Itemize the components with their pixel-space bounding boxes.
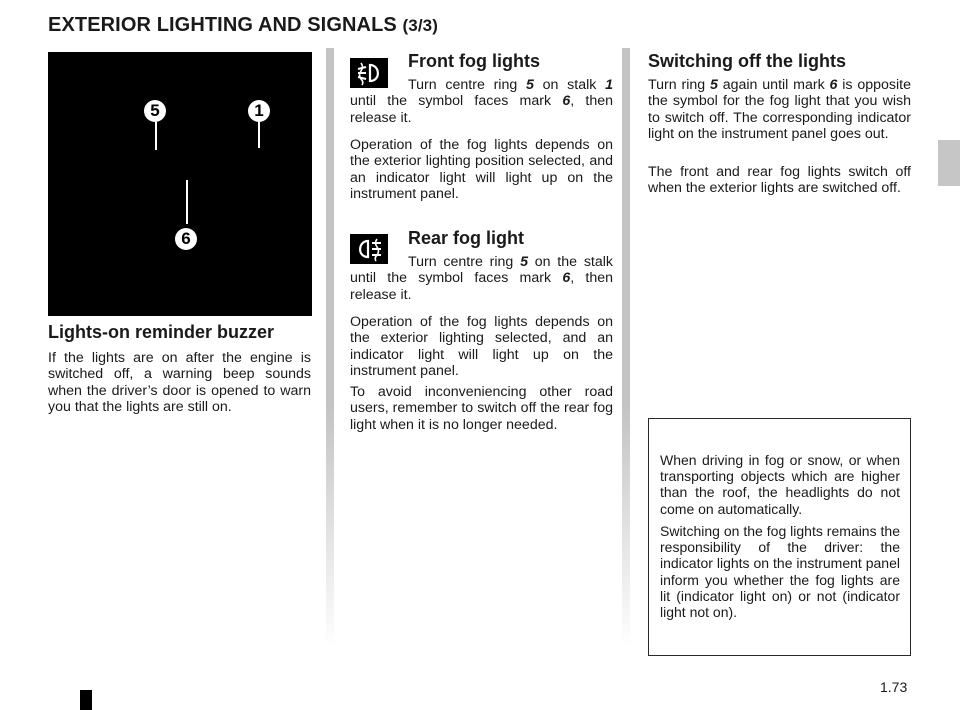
- text-run: Turn ring: [648, 77, 710, 93]
- safety-note-box: [648, 418, 911, 656]
- section-heading-front-fog: Front fog lights: [408, 51, 540, 71]
- ref-number: 5: [526, 77, 534, 93]
- front-fog-operation-text: Operation of the fog lights depends on the exterior lighting position selected, and an indicator light will light up on the instrument panel.: [350, 137, 613, 203]
- page-title: [48, 14, 438, 37]
- ref-number: 5: [710, 77, 718, 93]
- page-title-suffix: (3/3): [402, 16, 438, 35]
- rear-fog-operation-text: Operation of the fog lights depends on the exterior lighting selected, and an indicator light will light up on the instrument panel.: [350, 314, 613, 380]
- section-heading-reminder-buzzer: Lights-on reminder buzzer: [48, 322, 275, 342]
- switching-off-auto-text: The front and rear fog lights switch off when the exterior lights are switched off.: [648, 164, 911, 197]
- page-corner-mark: [80, 690, 92, 710]
- column-divider-left: [326, 48, 334, 648]
- callout-leader-line: [258, 122, 260, 148]
- note-paragraph-automatic: When driving in fog or snow, or when transporting objects which are higher than the roof, the headlights do not come on automatically.: [660, 452, 900, 517]
- stalk-figure: [48, 52, 312, 316]
- text-run: , then release it.: [350, 93, 613, 126]
- column-divider-right: [622, 48, 630, 648]
- text-run: again until mark: [717, 77, 830, 93]
- text-run: is opposite the symbol for the fog light that you wish to switch off. The corresponding indicator light on the instrument panel goes out.: [648, 77, 911, 143]
- section-heading-rear-fog: Rear fog light: [408, 228, 524, 248]
- ref-number: 5: [520, 254, 528, 270]
- callout-marker: 6: [175, 228, 197, 250]
- ref-number: 6: [562, 270, 571, 287]
- ref-number: 1: [605, 77, 613, 93]
- switching-off-instructions: [648, 77, 911, 143]
- rear-fog-instructions: [350, 254, 613, 303]
- callout-leader-line: [155, 122, 157, 150]
- page-number: 1.73: [880, 679, 908, 695]
- callout-leader-line: [186, 180, 188, 224]
- page-title-text: EXTERIOR LIGHTING AND SIGNALS: [48, 14, 397, 36]
- callout-marker: 5: [144, 100, 166, 122]
- section-tab-marker: [938, 140, 960, 186]
- text-run: Turn centre ring: [408, 77, 526, 93]
- text-run: on stalk: [533, 77, 606, 93]
- reminder-buzzer-text: If the lights are on after the engine is switched off, a warning beep sounds when the driver’s door is opened to warn you that the lights are still on.: [48, 350, 311, 416]
- text-run: , then release it.: [350, 270, 613, 303]
- front-fog-instructions: [350, 77, 613, 126]
- ref-number: 6: [562, 93, 571, 110]
- rear-fog-courtesy-text: To avoid inconveniencing other road users, remember to switch off the rear fog light when it is no longer needed.: [350, 384, 613, 433]
- ref-number: 6: [829, 77, 838, 93]
- text-run: until the symbol faces mark: [350, 93, 563, 110]
- section-heading-switching-off: Switching off the lights: [648, 51, 846, 71]
- note-paragraph-responsibility: Switching on the fog lights remains the responsibility of the driver: the indicator lights on the instrument panel inform you whether the fog lights are lit (indicator light on) or not (indicator light not on).: [660, 523, 900, 621]
- text-run: on the stalk until the symbol faces mark: [350, 254, 613, 287]
- text-run: Turn centre ring: [408, 254, 521, 270]
- callout-marker: 1: [248, 100, 270, 122]
